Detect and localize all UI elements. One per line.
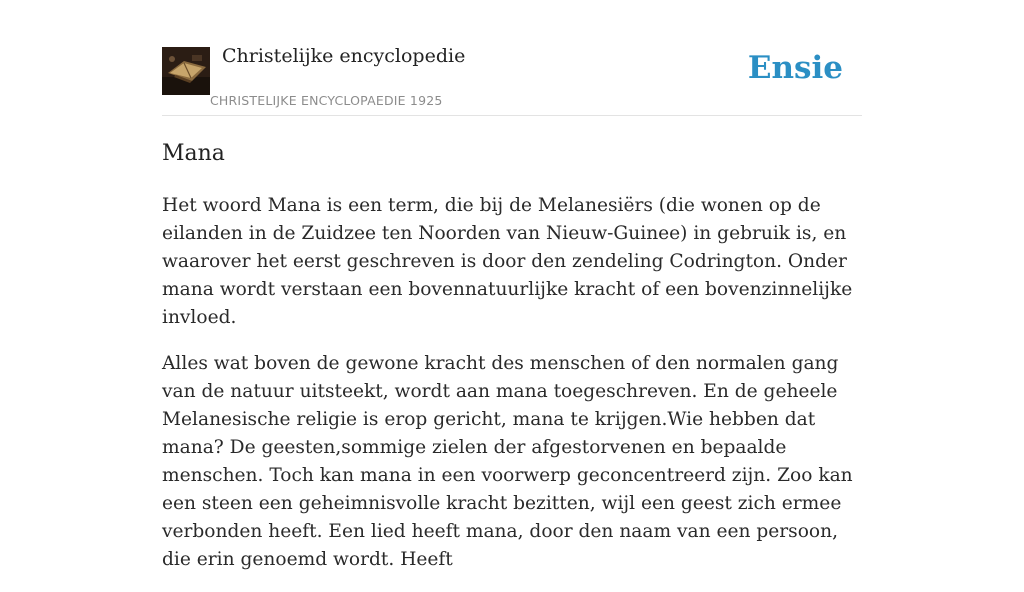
article-title: Mana (162, 141, 225, 166)
article-paragraph: Alles wat boven de gewone kracht des menschen of den normalen gang van de natuur uitsteekt, wordt aan mana toegeschreven. En de geheele Melanesische religie is erop gericht, mana te krijgen.Wie hebben dat mana? De geesten,sommige zielen der afgestorvenen en bepaalde menschen. Toch kan mana in een voorwerp geconcentreerd zijn. Zoo kan een steen een geheimnisvolle kracht bezitten, wijl een geest zich ermee verbonden heeft. Een lied heeft mana, door den naam van een persoon, die erin genoemd wordt. Heeft (162, 353, 853, 570)
book-image-icon (162, 47, 210, 95)
site-title[interactable]: Christelijke encyclopedie (222, 45, 466, 67)
encyclopedia-avatar[interactable] (162, 47, 210, 95)
site-subtitle: CHRISTELIJKE ENCYCLOPAEDIE 1925 (210, 93, 443, 108)
site-header (162, 0, 862, 116)
article-paragraph: Het woord Mana is een term, die bij de Melanesiërs (die wonen op de eilanden in de Zuidzee ten Noorden van Nieuw-Guinee) in gebruik is, en waarover het eerst geschreven is door den zendeling Codrington. Onder mana wordt verstaan een bovennatuurlijke kracht of een bovenzinnelijke invloed. (162, 195, 853, 328)
brand-logo-link[interactable]: Ensie (747, 50, 843, 86)
article (162, 138, 862, 592)
